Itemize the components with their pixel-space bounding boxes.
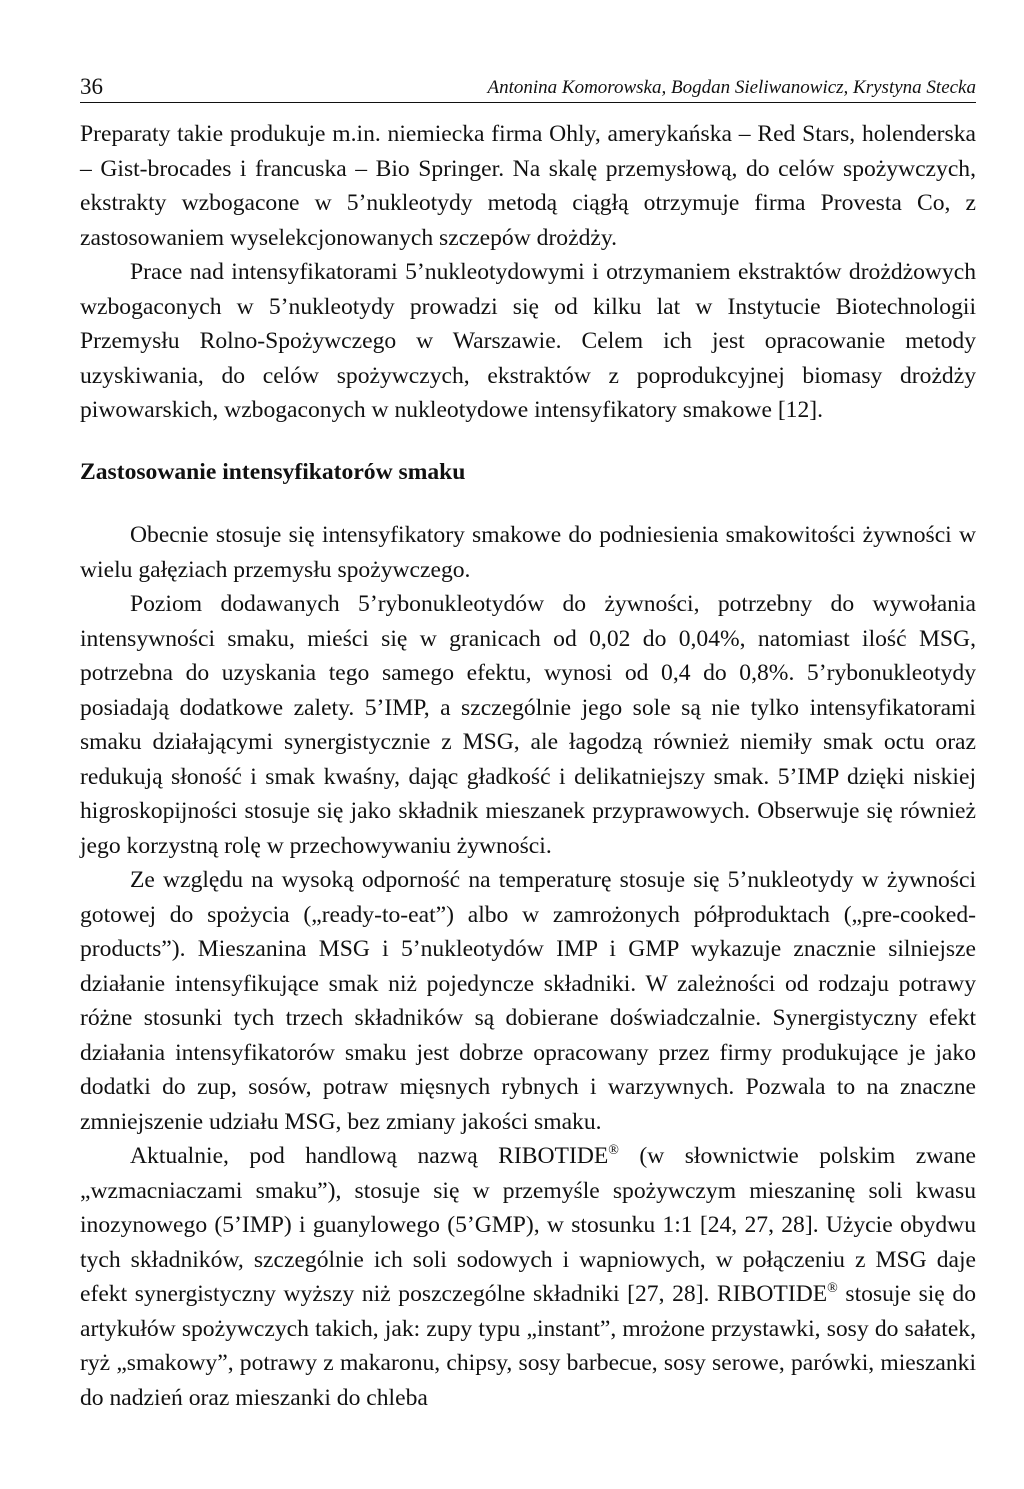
text-run: (w słownictwie polskim zwane „wzmacniaczami smaku”), stosuje się w przemyśle spożywczym mieszaninę soli kwasu inozynowego (5’IMP) i guanylowego (5’GMP), w stosunku 1:1 [24, 27, 28]. Użycie obydwu tych składników, szczególnie ich soli sodowych i wapniowych, w połączeniu z MSG daje efekt synergistyczny wyższy niż poszczególne składniki [27, 28]. RIBOTIDE xyxy=(80,1143,976,1307)
section-body xyxy=(80,518,976,1415)
paragraph: Ze względu na wysoką odporność na temperaturę stosuje się 5’nukleotydy w żywności gotowej do spożycia („ready-to-eat”) albo w zamrożonych półproduktach („pre-cooked-products”). Mieszanina MSG i 5’nukleotydów IMP i GMP wykazuje znacznie silniejsze działanie intensyfikujące smak niż pojedyncze składniki. W zależności od rodzaju potrawy różne stosunki tych trzech składników są dobierane doświadczalnie. Synergistyczny efekt działania intensyfikatorów smaku jest dobrze opracowany przez firmy produkujące je jako dodatki do zup, sosów, potraw mięsnych rybnych i warzywnych. Pozwala to na znaczne zmniejszenie udziału MSG, bez zmiany jakości smaku. xyxy=(80,867,976,1135)
page-header xyxy=(80,64,976,103)
intro-text xyxy=(80,117,976,428)
paragraph: Preparaty takie produkuje m.in. niemiecka firma Ohly, amerykańska – Red Stars, holenderska – Gist-brocades i francuska – Bio Springer. Na skalę przemysłową, do celów spożywczych, ekstrakty wzbogacone w 5’nukleotydy metodą ciągłą otrzymuje firma Provesta Co, z zastosowaniem wyselekcjonowanych szczepów drożdży. xyxy=(80,121,976,251)
registered-mark: ® xyxy=(608,1143,619,1158)
registered-mark: ® xyxy=(827,1281,838,1296)
running-head-authors: Antonina Komorowska, Bogdan Sieliwanowicz, Krystyna Stecka xyxy=(487,77,976,98)
page-number: 36 xyxy=(80,74,103,99)
paragraph-ribotide xyxy=(80,1139,976,1415)
paragraph: Poziom dodawanych 5’rybonukleotydów do żywności, potrzebny do wywołania intensywności smaku, mieści się w granicach od 0,02 do 0,04%, natomiast ilość MSG, potrzebna do uzyskania tego samego efektu, wynosi od 0,4 do 0,8%. 5’rybonukleotydy posiadają dodatkowe zalety. 5’IMP, a szczególnie jego sole są nie tylko intensyfikatorami smaku działającymi synergistycznie z MSG, ale łagodzą również niemiły smak octu oraz redukują słoność i smak kwaśny, dając gładkość i delikatniejszy smak. 5’IMP dzięki niskiej higroskopijności stosuje się jako składnik mieszanek przyprawowych. Obserwuje się również jego korzystną rolę w przechowywaniu żywności. xyxy=(80,591,976,859)
text-run: Aktualnie, pod handlową nazwą RIBOTIDE xyxy=(130,1143,609,1169)
document-page xyxy=(80,64,976,1415)
section-heading: Zastosowanie intensyfikatorów smaku xyxy=(80,458,466,485)
paragraph: Obecnie stosuje się intensyfikatory smakowe do podniesienia smakowitości żywności w wielu gałęziach przemysłu spożywczego. xyxy=(80,522,976,583)
text-run: stosuje się do artykułów spożywczych takich, jak: zupy typu „instant”, mrożone przystawki, sosy do sałatek, ryż „smakowy”, potrawy z makaronu, chipsy, sosy barbecue, sosy serowe, parówki, mieszanki do nadzień oraz mieszanki do chleba xyxy=(80,1281,976,1411)
paragraph: Prace nad intensyfikatorami 5’nukleotydowymi i otrzymaniem ekstraktów drożdżowych wzbogaconych w 5’nukleotydy prowadzi się od kilku lat w Instytucie Biotechnologii Przemysłu Rolno-Spożywczego w Warszawie. Celem ich jest opracowanie metody uzyskiwania, do celów spożywczych, ekstraktów z poprodukcyjnej biomasy drożdży piwowarskich, wzbogaconych w nukleotydowe intensyfikatory smakowe [12]. xyxy=(80,259,976,423)
